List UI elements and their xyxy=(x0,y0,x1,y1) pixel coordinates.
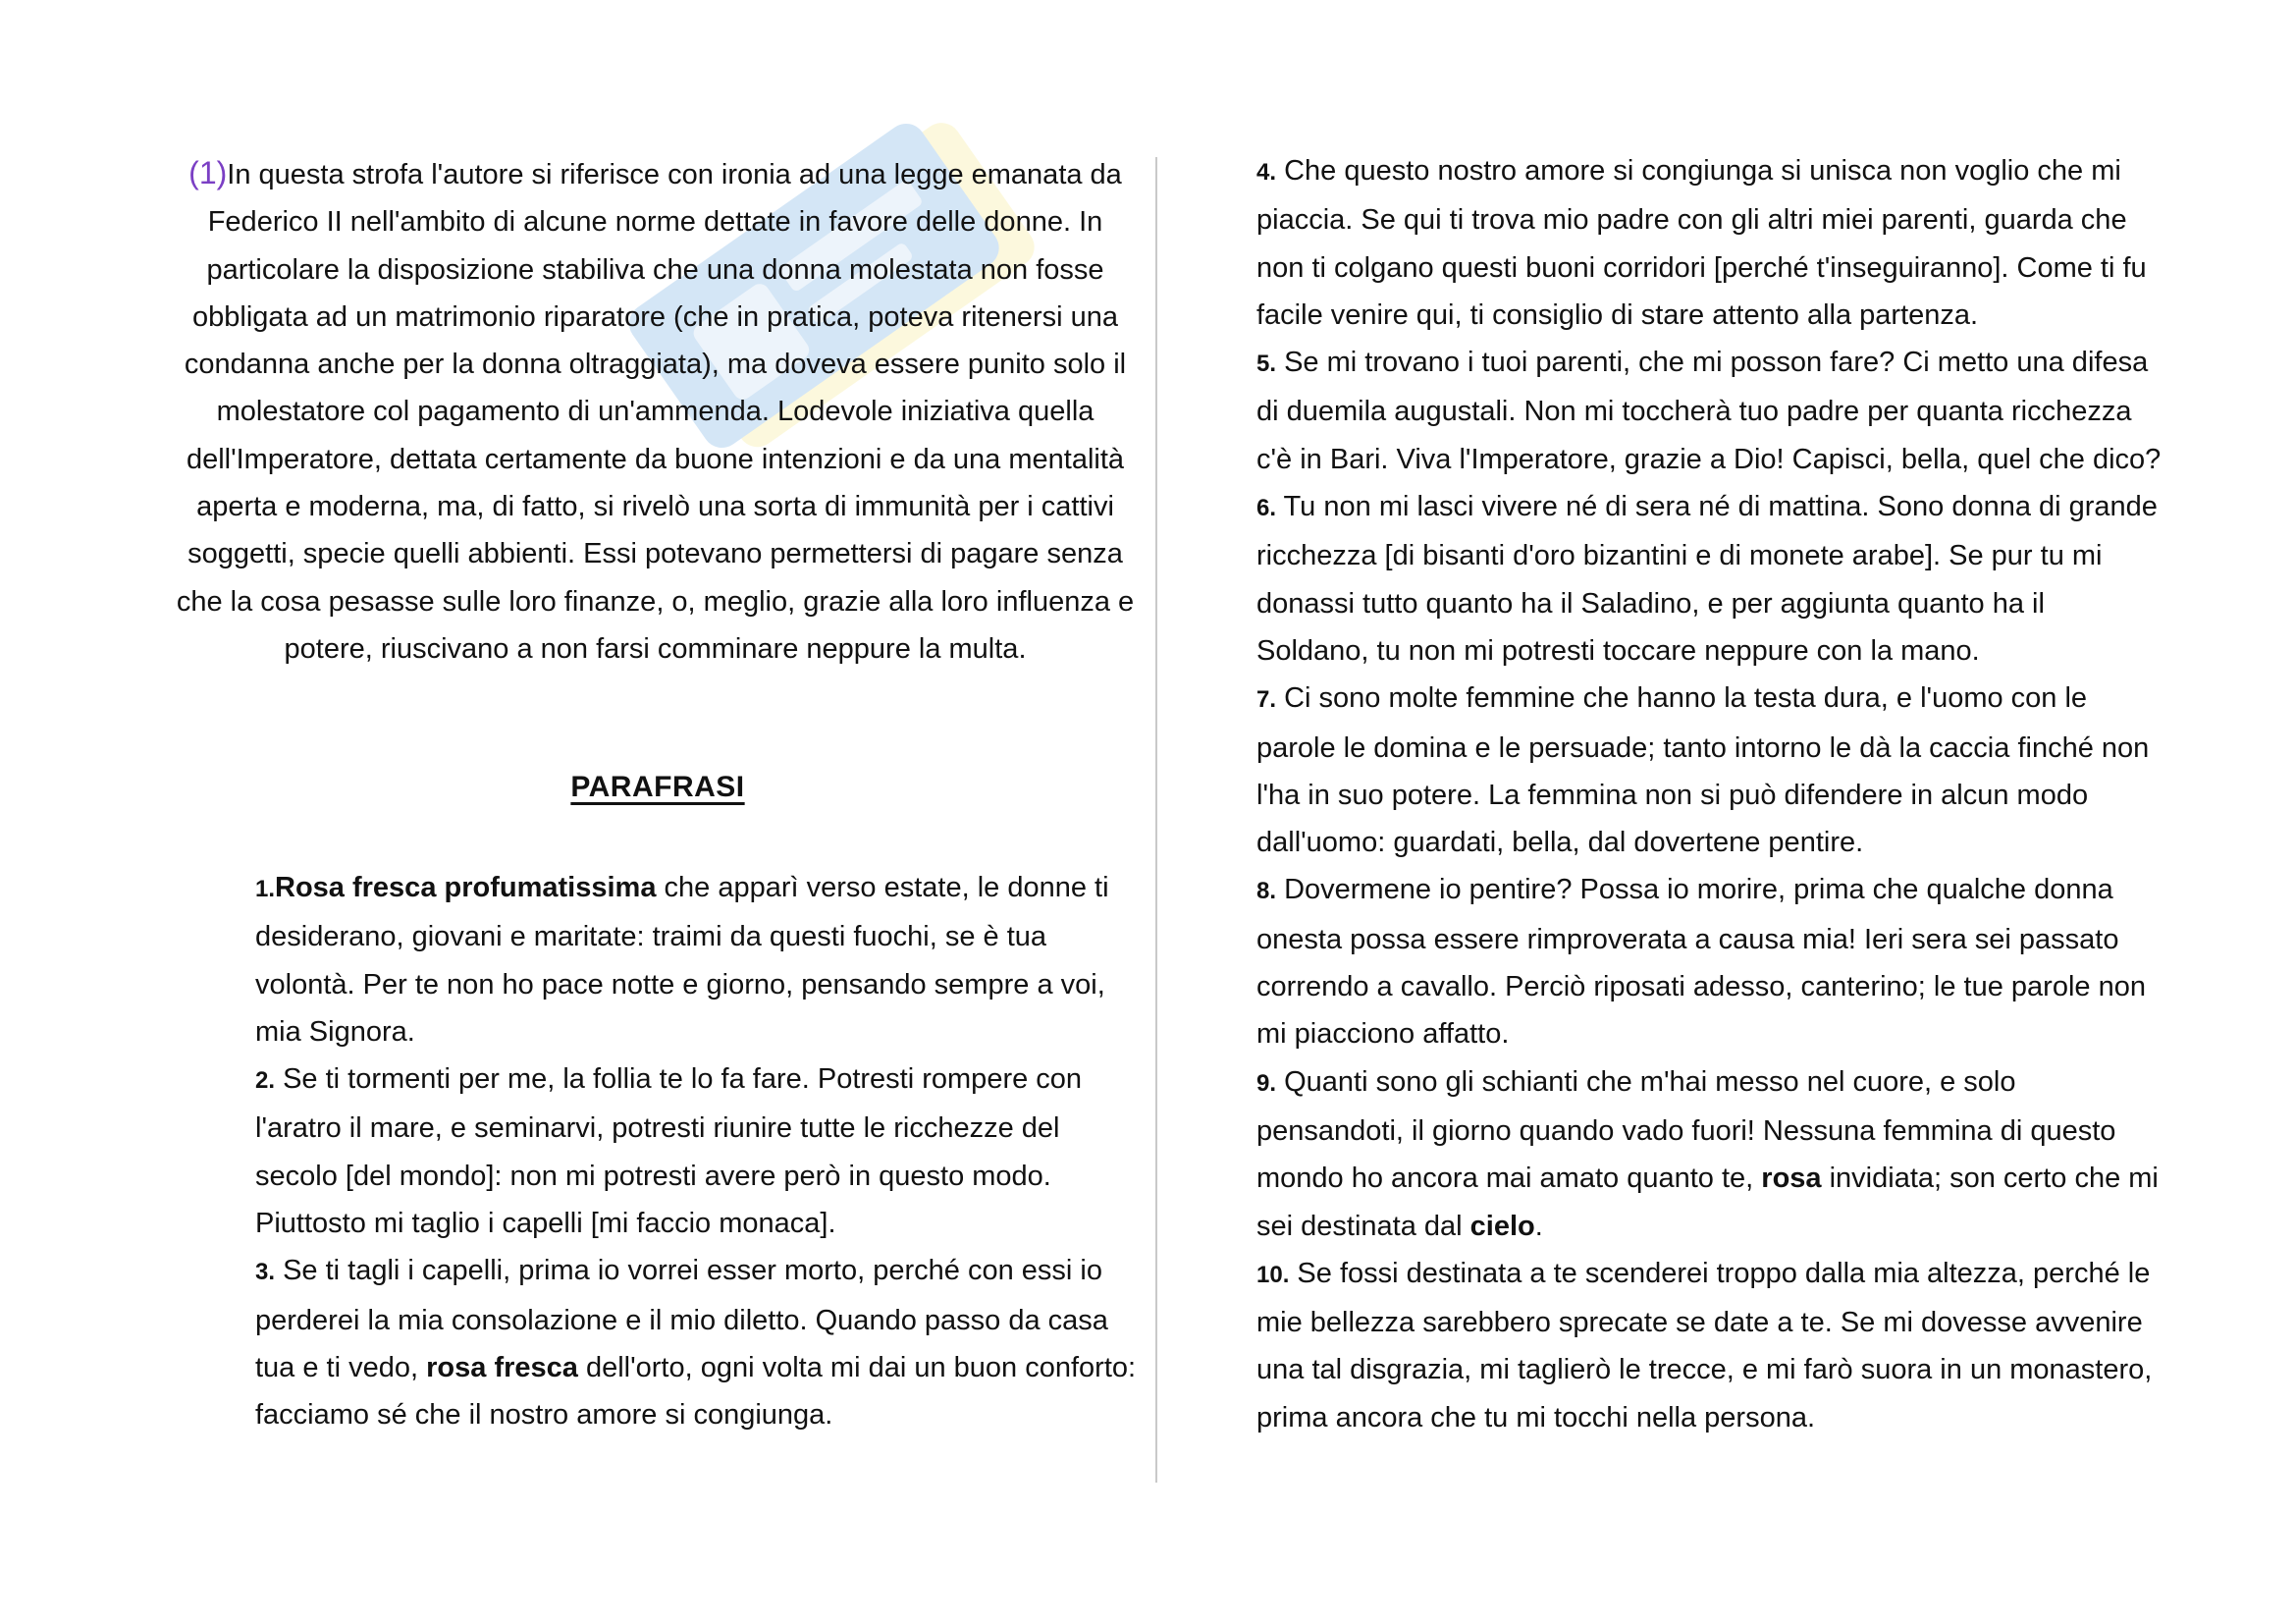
stanza-2: 2. Se ti tormenti per me, la follia te lo fa fare. Potresti rompere con l'aratro il mare, e seminarvi, potresti riunire tutte le ricchezze del secolo [del mondo]: non mi potresti avere però in questo modo. Piuttosto mi taglio i capelli [mi faccio monaca]. xyxy=(255,1063,1083,1240)
paraphrase-right-column xyxy=(1256,147,2164,1441)
stanza-7: 7. Ci sono molte femmine che hanno la testa dura, e l'uomo con le parole le domina e le persuade; tanto intorno le dà la caccia finché non l'ha in suo potere. La femmina non si può difendere in alcun modo dall'uomo: guardati, bella, dal dovertene pentire. xyxy=(1256,682,2150,859)
footnote xyxy=(167,149,1144,673)
section-heading: PARAFRASI xyxy=(570,771,745,803)
stanza-9: 9. Quanti sono gli schianti che m'hai messo nel cuore, e solo pensandoti, il giorno quando vado fuori! Nessuna femmina di questo mondo ho ancora mai amato quanto te, rosa invidiata; son certo che mi sei destinata dal cielo. xyxy=(1256,1065,2159,1242)
stanza-3: 3. Se ti tagli i capelli, prima io vorrei esser morto, perché con essi io perderei la mia consolazione e il mio diletto. Quando passo da casa tua e ti vedo, rosa fresca dell'orto, ogni volta mi dai un buon conforto: facciamo sé che il nostro amore si congiunga. xyxy=(255,1255,1137,1432)
footnote-text: In questa strofa l'autore si riferisce con ironia ad una legge emanata da Federico II nell'ambito di alcune norme dettate in favore delle donne. In particolare la disposizione stabiliva che una donna molestata non fosse obbligata ad un matrimonio riparatore (che in pratica, poteva ritenersi una condanna anche per la donna oltraggiata), ma doveva essere punito solo il molestatore col pagamento di un'ammenda. Lodevole iniziativa quella dell'Imperatore, dettata certamente da buone intenzioni e da una mentalità aperta e moderna, ma, di fatto, si rivelò una sorta di immunità per i cattivi soggetti, specie quelli abbienti. Essi potevano permettersi di pagare senza che la cosa pesasse sulle loro finanze, o, meglio, grazie alla loro influenza e potere, riuscivano a non farsi comminare neppure la multa. xyxy=(176,159,1135,665)
stanza-5: 5. Se mi trovano i tuoi parenti, che mi posson fare? Ci metto una difesa di duemila augustali. Non mi toccherà tuo padre per quanta ricchezza c'è in Bari. Viva l'Imperatore, grazie a Dio! Capisci, bella, quel che dico? xyxy=(1256,347,2162,475)
footnote-number: (1) xyxy=(188,155,228,190)
stanza-4: 4. Che questo nostro amore si congiunga si unisca non voglio che mi piaccia. Se qui ti trova mio padre con gli altri miei parenti, guarda che non ti colgano questi buoni corridori [perché t'inseguiranno]. Come ti fu facile venire qui, ti consiglio di stare attento alla partenza. xyxy=(1256,155,2147,331)
paraphrase-left-column xyxy=(255,864,1148,1439)
column-divider xyxy=(1155,157,1157,1483)
stanza-8: 8. Dovermene io pentire? Possa io morire, prima che qualche donna onesta possa essere rimproverata a causa mia! Ieri sera sei passato correndo a cavallo. Perciò riposati adesso, canterino; le tue parole non mi piacciono affatto. xyxy=(1256,874,2146,1051)
stanza-6: 6. Tu non mi lasci vivere né di sera né di mattina. Sono donna di grande ricchezza [di bisanti d'oro bizantini e di monete arabe]. Se pur tu mi donassi tutto quanto ha il Saladino, e per aggiunta quanto ha il Soldano, tu non mi potresti toccare neppure con la mano. xyxy=(1256,491,2158,667)
stanza-1: 1.Rosa fresca profumatissima che apparì verso estate, le donne ti desiderano, giovani e maritate: traimi da questi fuochi, se è tua volontà. Per te non ho pace notte e giorno, pensando sempre a voi, mia Signora. xyxy=(255,872,1109,1048)
stanza-10: 10. Se fossi destinata a te scenderei troppo dalla mia altezza, perché le mie bellezza sarebbero sprecate se date a te. Se mi dovesse avvenire una tal disgrazia, mi taglierò le trecce, e mi farò suora in un monastero, prima ancora che tu mi tocchi nella persona. xyxy=(1256,1257,2153,1434)
